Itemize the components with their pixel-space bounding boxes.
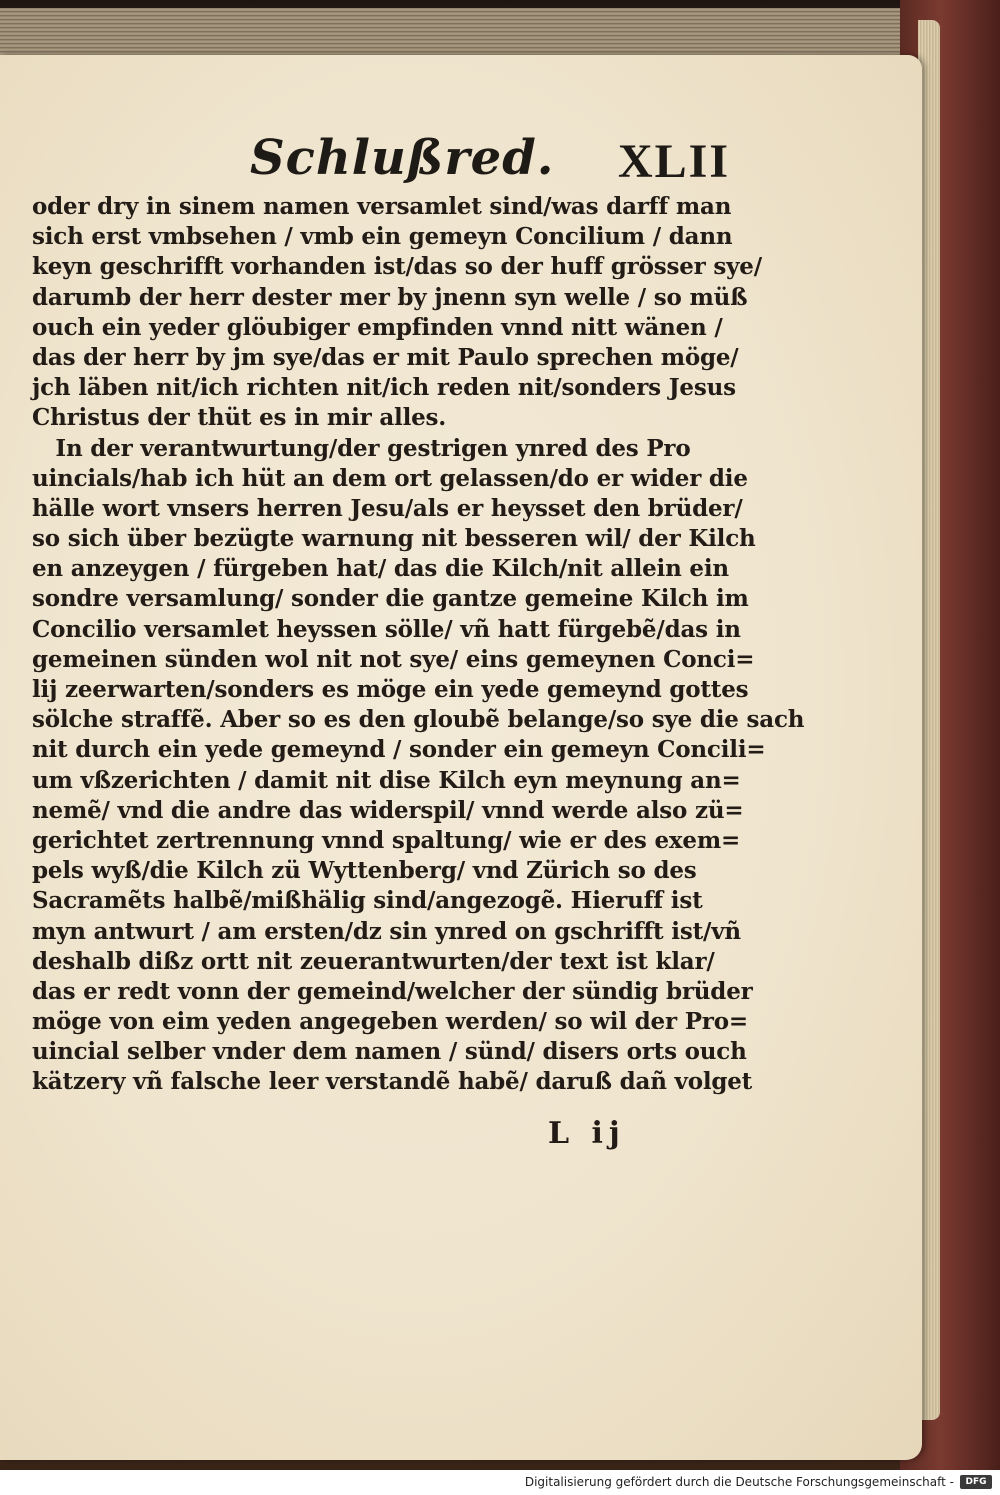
text-line: jch läben nit/ich richten nit/ich reden nit/sonders Jesus [32,374,736,402]
text-line: pels wyß/die Kilch zü Wyttenberg/ vnd Zürich so des [32,857,697,885]
footer-bar [0,1470,1000,1495]
text-line: das er redt vonn der gemeind/welcher der sündig brüder [32,977,753,1005]
text-line: gemeinen sünden wol nit not sye/ eins gemeynen Conci= [32,645,755,673]
running-title: Schlußred. [250,130,555,186]
text-line: so sich über bezügte warnung nit besseren wil/ der Kilch [32,525,756,553]
text-line: In der verantwurtung/der gestrigen ynred des Pro [32,434,691,462]
text-block [32,192,805,1098]
text-line: ouch ein yeder glöubiger empfinden vnnd nitt wänen / [32,313,723,341]
signature-mark: L ij [548,1116,626,1151]
page-header [250,130,730,192]
text-line: oder dry in sinem namen versamlet sind/was darff man [32,193,732,220]
text-line: Sacramẽts halbẽ/mißhälig sind/angezogẽ. Hieruff ist [32,887,703,915]
text-line: deshalb dißz ortt nit zeuerantwurten/der text ist klar/ [32,947,715,975]
text-line: sondre versamlung/ sonder die gantze gemeine Kilch im [32,585,749,613]
text-line: sich erst vmbsehen / vmb ein gemeyn Concilium / dann [32,223,733,251]
text-line: das der herr by jm sye/das er mit Paulo sprechen möge/ [32,343,739,371]
text-line: lij zeerwarten/sonders es möge ein yede gemeynd gottes [32,676,749,703]
text-line: gerichtet zertrennung vnnd spaltung/ wie er des exem= [32,826,741,854]
text-line: sölche straffẽ. Aber so es den gloubẽ belange/so sye die sach [32,706,805,734]
text-line: en anzeygen / fürgeben hat/ das die Kilch/nit allein ein [32,555,729,583]
text-line: uincial selber vnder dem namen / sünd/ disers orts ouch [32,1038,747,1066]
text-line: myn antwurt / am ersten/dz sin ynred on gschrifft ist/vñ [32,917,741,945]
text-line: Christus der thüt es in mir alles. [32,404,447,432]
dfg-logo-icon: DFG [960,1475,992,1489]
text-line: um vßzerichten / damit nit dise Kilch eyn meynung an= [32,766,741,794]
funding-notice: Digitalisierung gefördert durch die Deutsche Forschungsgemeinschaft - [524,1475,954,1489]
text-line: uincials/hab ich hüt an dem ort gelassen/do er wider die [32,464,748,492]
text-line: keyn geschrifft vorhanden ist/das so der huff grösser sye/ [32,253,762,281]
text-line: nemẽ/ vnd die andre das widerspil/ vnnd werde also zü= [32,796,744,824]
text-line: nit durch ein yede gemeynd / sonder ein gemeyn Concili= [32,736,766,764]
text-line: hälle wort vnsers herren Jesu/als er heysset den brüder/ [32,494,743,522]
text-line: Concilio versamlet heyssen sölle/ vñ hatt fürgebẽ/das in [32,615,741,643]
text-line: möge von eim yeden angegeben werden/ so wil der Pro= [32,1008,748,1036]
folio-number: XLII [617,135,730,188]
text-line: kätzery vñ falsche leer verstandẽ habẽ/ daruß dañ volget [32,1068,753,1096]
text-line: darumb der herr dester mer by jnenn syn welle / so müß [32,283,748,311]
